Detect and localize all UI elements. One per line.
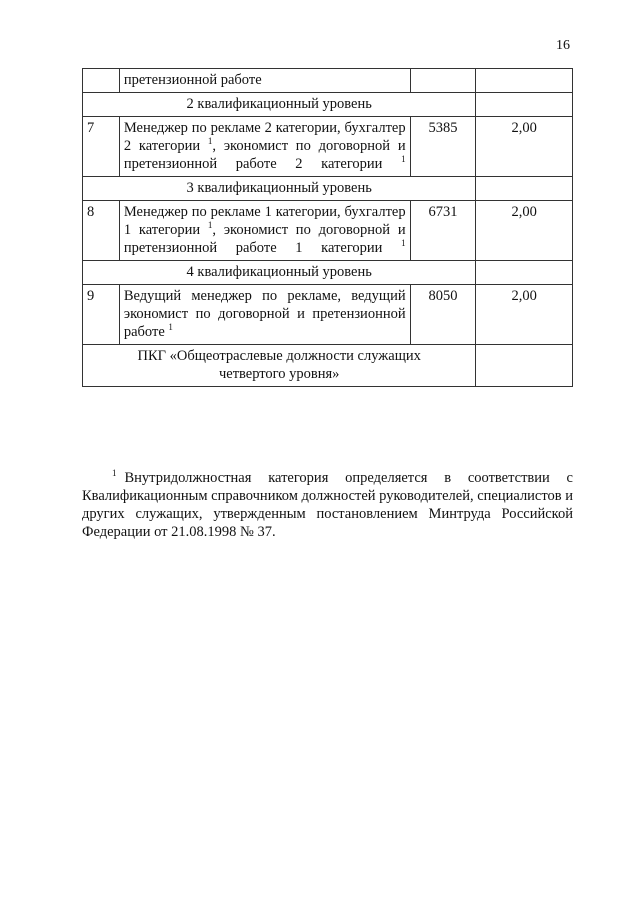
salary-value: 8050 (410, 285, 476, 345)
row-number: 7 (83, 117, 120, 177)
qualification-level-4: 4 квалификационный уровень (83, 261, 476, 285)
table-row (83, 285, 573, 345)
table-row (83, 117, 573, 177)
coefficient-value: 2,00 (476, 285, 573, 345)
footnote (82, 469, 573, 541)
empty-cell (476, 93, 573, 117)
footnote-ref: 1 (207, 220, 213, 230)
qualification-level-row (83, 93, 573, 117)
coefficient-cell (476, 69, 573, 93)
row-number: 9 (83, 285, 120, 345)
position-name: Менеджер по рекламе 1 категории, бухгалтер 1 категории $^1$, экономист по договорной и претензионной работе 1 категории $^1$ (119, 201, 410, 261)
coefficient-value: 2,00 (476, 201, 573, 261)
row-number-cell (83, 69, 120, 93)
qualification-level-row (83, 177, 573, 201)
position-name: Ведущий менеджер по рекламе, ведущий экономист по договорной и претензионной работе $^1$ (119, 285, 410, 345)
footnote-text: Внутридолжностная категория определяется в соответствии с Квалификационным справочником должностей руководителей, специалистов и других служащих, утвержденным постановлением Минтруда Российской Федерации от 21.08.1998 № 37. (82, 470, 573, 540)
coefficient-value: 2,00 (476, 117, 573, 177)
footnote-ref: 1 (401, 154, 406, 164)
empty-cell (476, 177, 573, 201)
empty-cell (476, 345, 573, 387)
salary-value: 5385 (410, 117, 476, 177)
footnote-ref: 1 (168, 322, 173, 332)
qualification-level-row (83, 261, 573, 285)
footnote-mark: 1 (112, 468, 117, 478)
page-number: 16 (556, 38, 570, 53)
salary-value: 6731 (410, 201, 476, 261)
salary-table (82, 68, 573, 387)
position-name: Менеджер по рекламе 2 категории, бухгалтер 2 категории $^1$, экономист по договорной и претензионной работе 2 категории $^1$ (119, 117, 410, 177)
pkg-row (83, 345, 573, 387)
pkg-title: ПКГ «Общеотраслевые должности служащих четвертого уровня» (83, 345, 476, 387)
row-number: 8 (83, 201, 120, 261)
table-row (83, 69, 573, 93)
empty-cell (476, 261, 573, 285)
qualification-level-3: 3 квалификационный уровень (83, 177, 476, 201)
position-name-cell: претензионной работе (119, 69, 410, 93)
table-row (83, 201, 573, 261)
qualification-level-2: 2 квалификационный уровень (83, 93, 476, 117)
salary-cell (410, 69, 476, 93)
footnote-ref: 1 (207, 136, 213, 146)
footnote-ref: 1 (401, 238, 406, 248)
